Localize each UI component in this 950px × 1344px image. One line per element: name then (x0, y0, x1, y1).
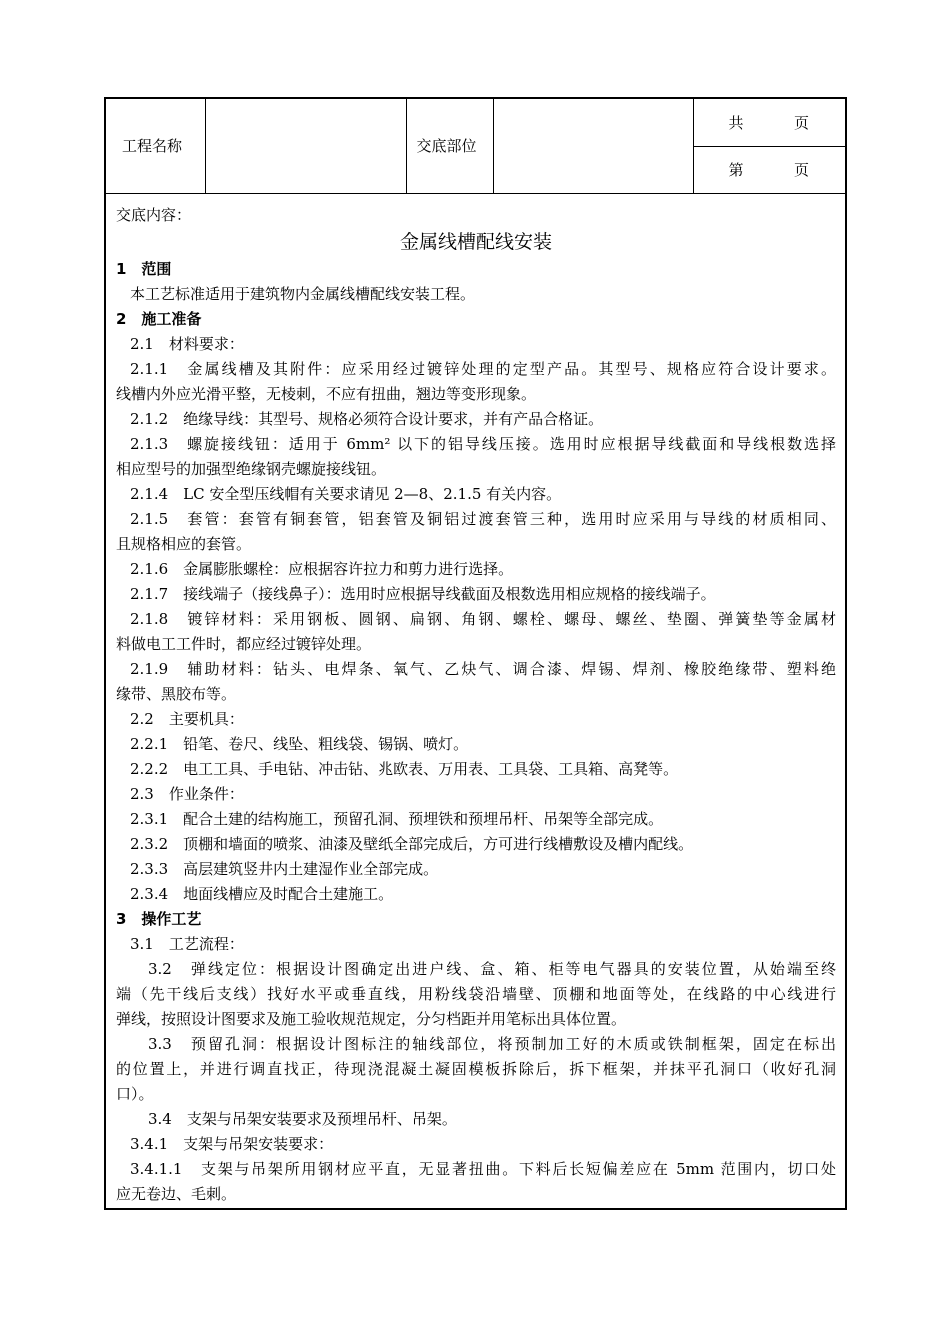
location-value (493, 99, 693, 193)
paragraph-line: 3.4.1.1 支架与吊架所用钢材应平直，无显著扭曲。下料后长短偏差应在 5mm 范围内，切口处 (130, 1160, 836, 1178)
paragraph-line: 2.1.6 金属膨胀螺栓：应根据容许拉力和剪力进行选择。 (130, 560, 514, 578)
page-number-cell (693, 146, 845, 193)
section-heading: 1 范围 (116, 260, 172, 278)
paragraph-line: 2.3.2 顶棚和墙面的喷浆、油漆及壁纸全部完成后，方可进行线槽敷设及槽内配线。 (130, 835, 694, 853)
content-area (116, 203, 836, 1207)
paragraph-line: 线槽内外应光滑平整，无棱刺，不应有扭曲，翘边等变形现象。 (116, 385, 537, 403)
paragraph-line: 2.1.9 辅助材料：钻头、电焊条、氧气、乙炔气、调合漆、焊锡、焊剂、橡胶绝缘带、塑料绝 (130, 660, 836, 678)
section-heading: 3 操作工艺 (116, 910, 202, 928)
paragraph-line: 2.1.1 金属线槽及其附件：应采用经过镀锌处理的定型产品。其型号、规格应符合设计要求。 (130, 360, 836, 378)
section-heading: 2 施工准备 (116, 310, 202, 328)
paragraph-line: 弹线，按照设计图要求及施工验收规范规定，分匀档距并用笔标出具体位置。 (116, 1010, 627, 1028)
paragraph-line: 2.2.2 电工工具、手电钻、冲击钻、兆欧表、万用表、工具袋、工具箱、高凳等。 (130, 760, 679, 778)
content-body (116, 257, 836, 1207)
paragraph-line: 2.1.4 LC 安全型压线帽有关要求请见 2—8、2.1.5 有关内容。 (130, 485, 562, 503)
paragraph-line: 缘带、黑胶布等。 (116, 685, 237, 703)
paragraph-line: 料做电工工件时，都应经过镀锌处理。 (116, 635, 372, 653)
total-pages-cell (693, 99, 845, 146)
content-intro-label: 交底内容： (116, 206, 192, 224)
paragraph-line: 3.2 弹线定位：根据设计图确定出进户线、盒、箱、柜等电气器具的安装位置，从始端至终 (148, 960, 836, 978)
paragraph-line: 本工艺标准适用于建筑物内金属线槽配线安装工程。 (130, 285, 476, 303)
paragraph-line: 2.1.5 套管：套管有铜套管，铝套管及铜铝过渡套管三种，选用时应采用与导线的材质相同、 (130, 510, 836, 528)
paragraph-line: 2.3.4 地面线槽应及时配合土建施工。 (130, 885, 394, 903)
paragraph-line: 且规格相应的套管。 (116, 535, 252, 553)
document-frame (104, 97, 847, 1210)
total-pages-prefix: 共 (728, 113, 744, 132)
paragraph-line: 2.3.1 配合土建的结构施工，预留孔洞、预埋铁和预埋吊杆、吊架等全部完成。 (130, 810, 664, 828)
paragraph-line: 应无卷边、毛刺。 (116, 1185, 237, 1203)
paragraph-line: 2.3.3 高层建筑竖井内土建湿作业全部完成。 (130, 860, 439, 878)
paragraph-line: 口）。 (116, 1085, 154, 1103)
paragraph-line: 2.1 材料要求： (130, 335, 244, 353)
paragraph-line: 2.1.7 接线端子（接线鼻子）：选用时应根据导线截面及根数选用相应规格的接线端子。 (130, 585, 716, 603)
page-number-suffix: 页 (793, 161, 809, 179)
paragraph-line: 3.3 预留孔洞：根据设计图标注的轴线部位，将预制加工好的木质或铁制框架，固定在标出 (148, 1035, 836, 1053)
paragraph-line: 2.2 主要机具： (130, 710, 244, 728)
page-number-prefix: 第 (728, 161, 744, 179)
paragraph-line: 3.1 工艺流程： (130, 935, 244, 953)
paragraph-line: 2.1.2 绝缘导线：其型号、规格必须符合设计要求，并有产品合格证。 (130, 410, 604, 428)
project-name-value (205, 99, 406, 193)
paragraph-line: 3.4.1 支架与吊架安装要求： (130, 1135, 334, 1153)
project-name-label: 工程名称 (106, 99, 205, 193)
total-pages-suffix: 页 (793, 113, 809, 132)
paragraph-line: 相应型号的加强型绝缘钢壳螺旋接线钮。 (116, 460, 387, 478)
paragraph-line: 3.4 支架与吊架安装要求及预埋吊杆、吊架。 (148, 1110, 457, 1128)
paragraph-line: 端（先干线后支线）找好水平或垂直线，用粉线袋沿墙壁、顶棚和地面等处，在线路的中心线进行 (116, 985, 836, 1003)
paragraph-line: 的位置上，并进行调直找正，待现浇混凝土凝固模板拆除后，拆下框架，并抹平孔洞口（收好孔洞 (116, 1060, 836, 1078)
paragraph-line: 2.1.8 镀锌材料：采用钢板、圆钢、扁钢、角钢、螺栓、螺母、螺丝、垫圈、弹簧垫等金属材 (130, 610, 836, 628)
document-title: 金属线槽配线安装 (399, 231, 552, 253)
paragraph-line: 2.1.3 螺旋接线钮：适用于 6mm² 以下的铝导线压接。选用时应根据导线截面和导线根数选择 (130, 435, 836, 453)
paragraph-line: 2.2.1 铅笔、卷尺、线坠、粗线袋、锡锅、喷灯。 (130, 735, 469, 753)
header-table (106, 99, 845, 194)
paragraph-line: 2.3 作业条件： (130, 785, 244, 803)
location-label: 交底部位 (406, 99, 493, 193)
